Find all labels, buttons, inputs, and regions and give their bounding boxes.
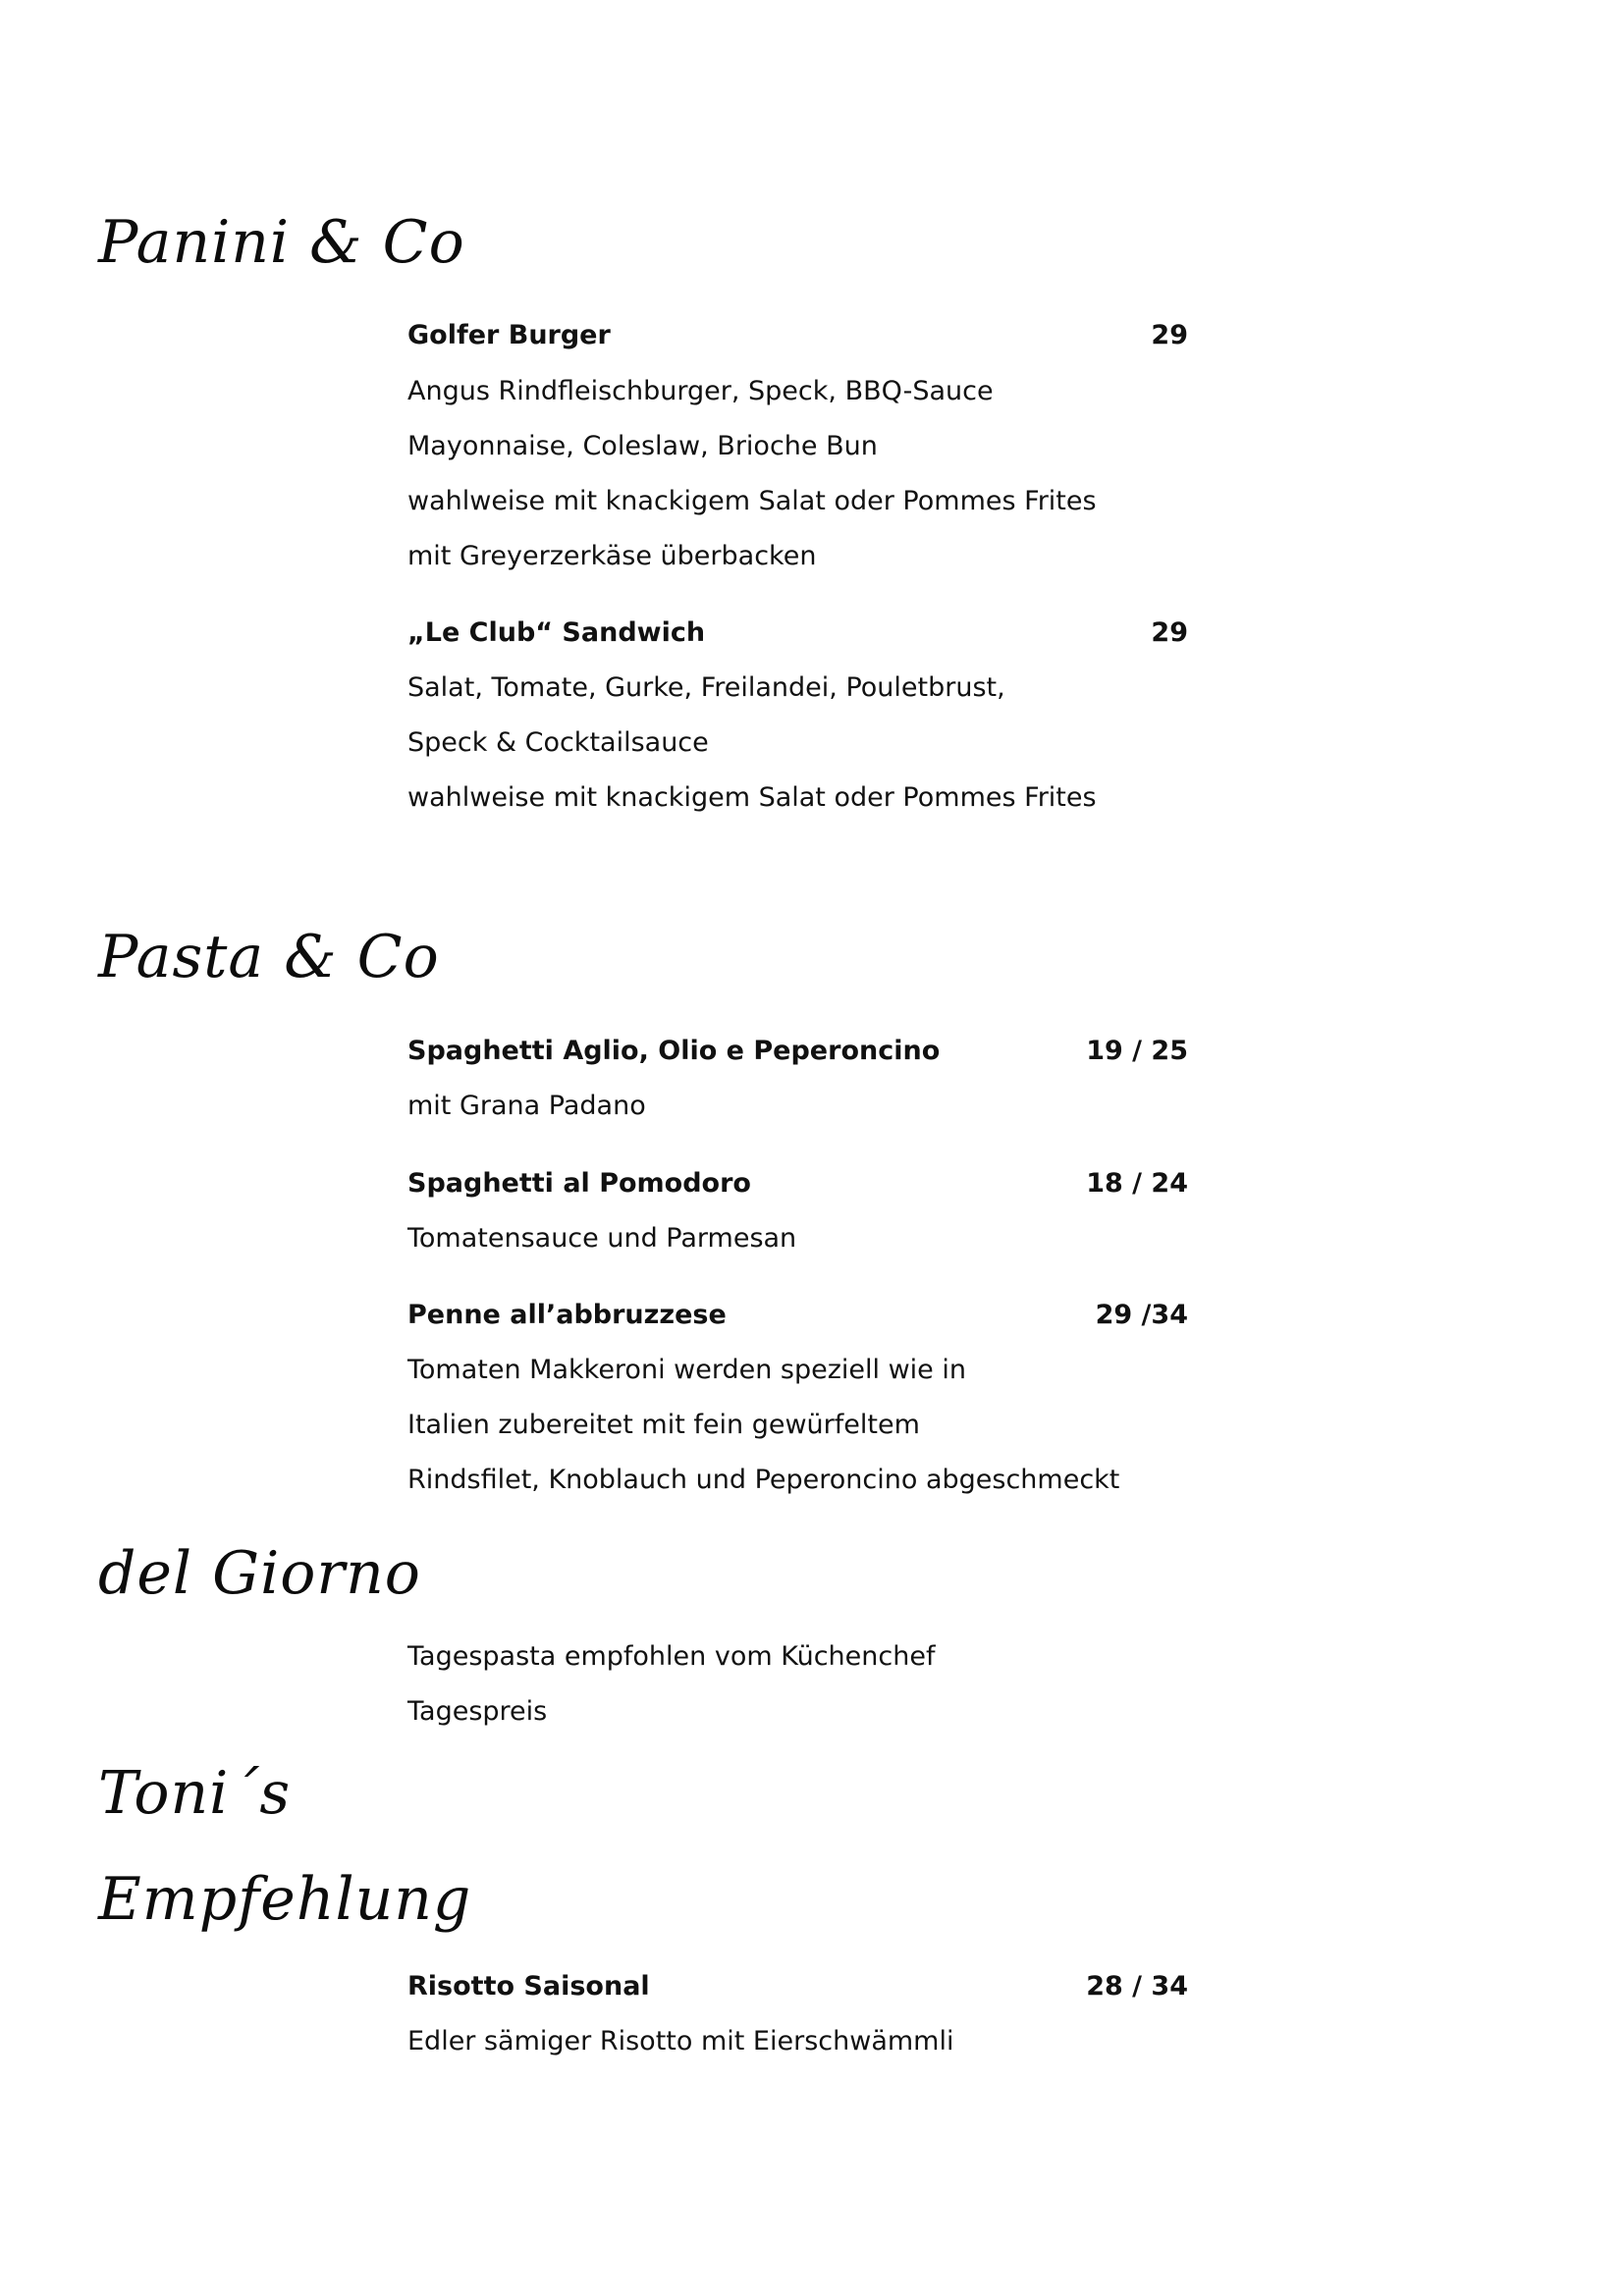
menu-item-description: Tagespreis (407, 1696, 548, 1727)
menu-item-description: Speck & Cocktailsauce (407, 727, 709, 758)
menu-item-description: Salat, Tomate, Gurke, Freilandei, Pouletbrust, (407, 672, 1005, 703)
menu-item-description: wahlweise mit knackigem Salat oder Pommes Frites (407, 782, 1097, 813)
menu-item-name: Spaghetti Aglio, Olio e Peperoncino (407, 1036, 941, 1066)
menu-item-description: mit Greyerzerkäse überbacken (407, 541, 817, 571)
menu-item-name: Risotto Saisonal (407, 1971, 650, 2002)
menu-item-price: 19 / 25 (1086, 1036, 1188, 1066)
menu-item-description: Tagespasta empfohlen vom Küchenchef (407, 1641, 936, 1672)
menu-item-description: wahlweise mit knackigem Salat oder Pommes Frites (407, 486, 1097, 516)
section-heading-del-giorno: del Giorno (98, 1539, 421, 1608)
menu-item-price: 18 / 24 (1086, 1168, 1188, 1199)
menu-item-description: Rindsfilet, Knoblauch und Peperoncino abgeschmeckt (407, 1465, 1120, 1495)
menu-item-description: Angus Rindfleischburger, Speck, BBQ-Sauce (407, 376, 994, 406)
section-heading-panini: Panini & Co (98, 208, 465, 277)
menu-item-name: Golfer Burger (407, 320, 611, 350)
menu-item-description: mit Grana Padano (407, 1091, 646, 1121)
menu-item-description: Tomaten Makkeroni werden speziell wie in (407, 1355, 966, 1385)
menu-item-price: 29 /34 (1095, 1300, 1188, 1330)
section-heading-tonis: Toni´s (98, 1759, 292, 1828)
menu-item-description: Italien zubereitet mit fein gewürfeltem (407, 1410, 920, 1440)
menu-item-price: 28 / 34 (1086, 1971, 1188, 2002)
menu-item-description: Edler sämiger Risotto mit Eierschwämmli (407, 2026, 954, 2056)
section-heading-pasta: Pasta & Co (98, 923, 440, 991)
menu-item-name: Spaghetti al Pomodoro (407, 1168, 751, 1199)
menu-item-price: 29 (1151, 320, 1188, 350)
menu-item-name: Penne all’abbruzzese (407, 1300, 727, 1330)
menu-item-name: „Le Club“ Sandwich (407, 617, 706, 648)
section-heading-empfehlung: Empfehlung (98, 1865, 472, 1934)
menu-item-price: 29 (1151, 617, 1188, 648)
menu-item-description: Tomatensauce und Parmesan (407, 1223, 797, 1254)
menu-item-description: Mayonnaise, Coleslaw, Brioche Bun (407, 431, 878, 461)
